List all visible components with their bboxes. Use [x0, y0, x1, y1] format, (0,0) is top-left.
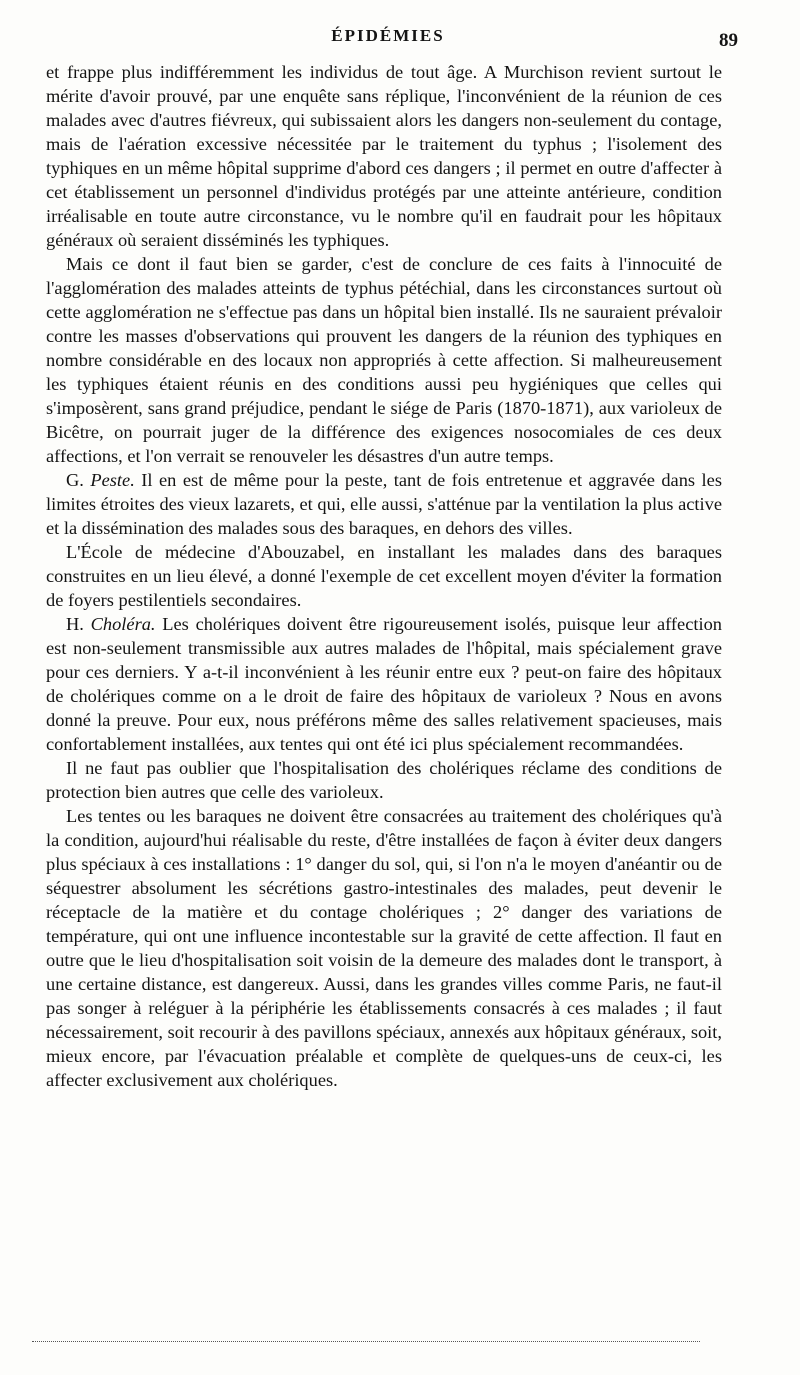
- section-title-peste: Peste.: [90, 470, 135, 490]
- page-number: 89: [719, 30, 738, 51]
- paragraph-cholera: [46, 612, 722, 756]
- section-title-cholera: Choléra.: [90, 614, 156, 634]
- body-text: [46, 60, 722, 1092]
- running-header: [48, 26, 738, 56]
- paragraph-hospitalisation: Il ne faut pas oublier que l'hospitalisation des cholériques réclame des conditions de protection bien autres que celle des varioleux.: [46, 758, 722, 802]
- cholera-text: Les cholériques doivent être rigoureusement isolés, puisque leur affection est non-seulement transmissible aux autres malades de l'hôpital, mais spécialement grave pour ces derniers. Y a-t-il inconvénient à les réunir entre eux ? peut-on faire des hôpitaux de cholériques comme on a le droit de faire des hôpitaux de varioleux ? Nous en avons donné la preuve. Pour eux, nous préférons même des salles relativement spacieuses, mais confortablement installées, aux tentes qui ont été ici plus spécialement recommandées.: [46, 614, 722, 754]
- paragraph-abouzabel: L'École de médecine d'Abouzabel, en installant les malades dans des baraques construites en un lieu élevé, a donné l'exemple de cet excellent moyen d'éviter la formation de foyers pestilentiels secondaires.: [46, 542, 722, 610]
- section-label-g: G.: [66, 470, 84, 490]
- paragraph-peste: [46, 468, 722, 540]
- peste-text: Il en est de même pour la peste, tant de fois entretenue et aggravée dans les limites étroites des vieux lazarets, et qui, elle aussi, s'atténue par la ventilation la plus active et la dissémination des malades sous des baraques, en dehors des villes.: [46, 470, 722, 538]
- paragraph-murchison: et frappe plus indifféremment les individus de tout âge. A Murchison revient surtout le mérite d'avoir prouvé, par une enquête sans réplique, l'inconvénient de la réunion de ces malades avec d'autres fiévreux, qui subissaient alors les dangers non-seulement du contage, mais de l'aération excessive nécessitée par le traitement du typhus ; l'isolement des typhiques en un même hôpital supprime d'abord ces dangers ; il permet en outre d'affecter à cet établissement un personnel d'individus protégés par une atteinte antérieure, condition irréalisable en toute autre circonstance, vu le nombre qu'il en faudrait pour les hôpitaux généraux où seraient disséminés les typhiques.: [46, 62, 722, 250]
- paragraph-agglomeration: Mais ce dont il faut bien se garder, c'est de conclure de ces faits à l'innocuité de l'agglomération des malades atteints de typhus pétéchial, dans les circonstances surtout où cette agglomération ne s'effectue pas dans un hôpital bien installé. Ils ne sauraient prévaloir contre les masses d'observations qui prouvent les dangers de la réunion des typhiques en nombre considérable en des locaux non appropriés à cette affection. Si malheureusement les typhiques étaient réunis en des conditions aussi peu hygiéniques que celles qui s'imposèrent, sans grand préjudice, pendant le siége de Paris (1870-1871), aux varioleux de Bicêtre, on pourrait juger de la différence des exigences nosocomiales de ces deux affections, et l'on verrait se renouveler les désastres d'un autre temps.: [46, 254, 722, 466]
- section-label-h: H.: [66, 614, 84, 634]
- paragraph-tentes: Les tentes ou les baraques ne doivent être consacrées au traitement des cholériques qu'à la condition, aujourd'hui réalisable du reste, d'être installées de façon à éviter deux dangers plus spéciaux à ces installations : 1° danger du sol, qui, si l'on n'a le moyen d'anéantir ou de séquestrer absolument les sécrétions gastro-intestinales des malades, peut devenir le réceptacle de la matière et du contage cholériques ; 2° danger des variations de température, qui ont une influence incontestable sur la gravité de cette affection. Il faut en outre que le lieu d'hospitalisation soit voisin de la demeure des malades dont le transport, à une certaine distance, est dangereux. Aussi, dans les grandes villes comme Paris, ne faut-il pas songer à reléguer à la périphérie les établissements consacrés à ces malades ; il faut nécessairement, soit recourir à des pavillons spéciaux, annexés aux hôpitaux généraux, soit, mieux encore, par l'évacuation préalable et complète de quelques-uns de ceux-ci, les affecter exclusivement aux cholériques.: [46, 806, 722, 1090]
- running-title: ÉPIDÉMIES: [331, 26, 445, 45]
- footer-dotted-rule: [32, 1341, 700, 1342]
